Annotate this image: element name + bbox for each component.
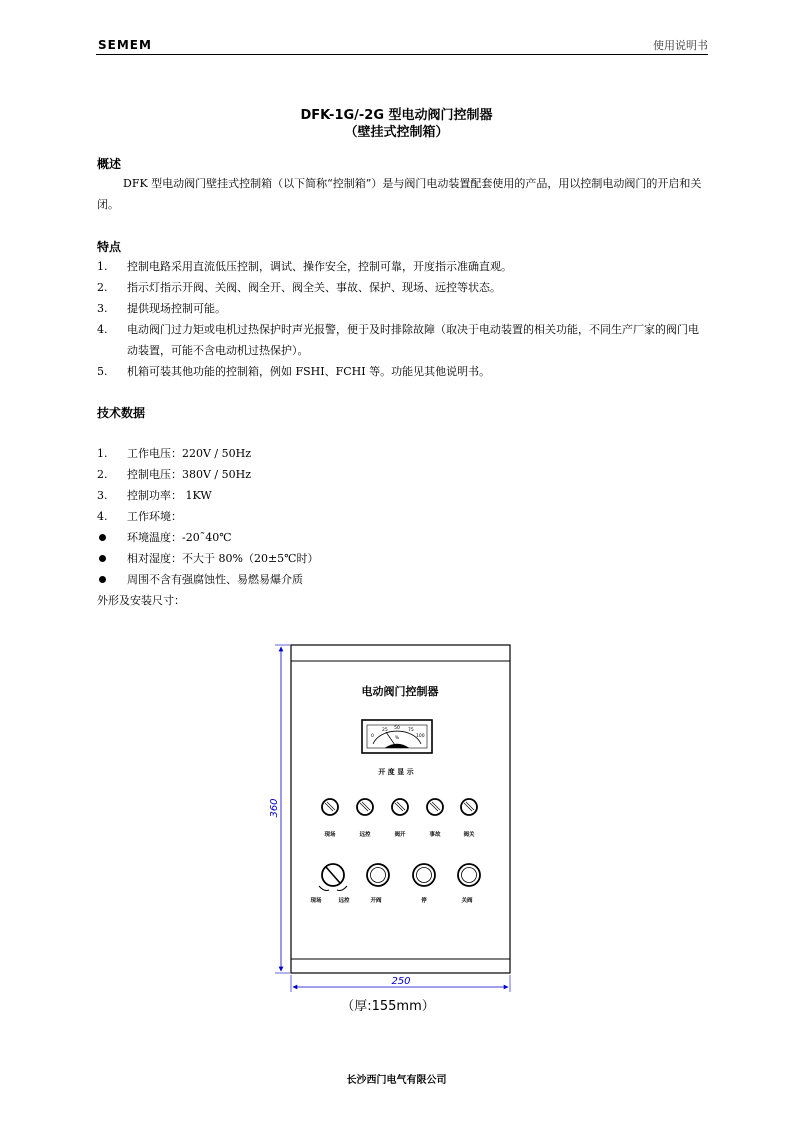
selector-label-remote: 远控: [338, 898, 350, 904]
feature-item: [97, 256, 709, 277]
spec-num: 1.: [97, 447, 108, 460]
feature-num: 5.: [97, 365, 108, 378]
spec-item: [97, 464, 709, 485]
bullet-dot-icon: [99, 576, 106, 583]
spec-bullet-text: 环境温度：-20˜40℃: [127, 531, 232, 544]
spec-bullet: [97, 548, 709, 569]
feature-num: 1.: [97, 260, 108, 273]
control-box-drawing: [258, 640, 528, 1020]
opening-meter: [362, 720, 432, 753]
spec-text: 工作电压：220V / 50Hz: [127, 447, 252, 460]
indicator-lamp: [427, 799, 443, 815]
spec-item: [97, 443, 709, 464]
selector-switch: [319, 864, 347, 891]
bullet-dot-icon: [99, 534, 106, 541]
feature-num: 2.: [97, 281, 108, 294]
doc-type-label: 使用说明书: [653, 39, 708, 52]
push-button: [413, 864, 435, 886]
thickness-label: （厚:155mm）: [341, 999, 435, 1014]
push-button: [458, 864, 480, 886]
meter-scale-label: 0: [371, 734, 374, 739]
document-title: DFK-1G/-2G 型电动阀门控制器: [300, 108, 493, 123]
button-label: 开阀: [370, 898, 382, 904]
spec-text: 控制功率： 1KW: [127, 489, 212, 502]
feature-num: 3.: [97, 302, 108, 315]
feature-item: [97, 277, 709, 298]
feature-item: [97, 319, 709, 361]
lamp-label: 现场: [324, 832, 336, 838]
height-dimension-label: 360: [269, 798, 280, 818]
feature-text: 指示灯指示开阀、关阀、阀全开、阀全关、事故、保护、现场、远控等状态。: [127, 281, 501, 294]
button-label: 关阀: [461, 898, 473, 904]
feature-text: 电动阀门过力矩或电机过热保护时声光报警，便于及时排除故障（取决于电动装置的相关功能，不同生产厂家的阀门电动装置，可能不含电动机过热保护）。: [127, 323, 699, 357]
header-rule: [96, 54, 708, 55]
spec-num: 2.: [97, 468, 108, 481]
document-subtitle: （壁挂式控制箱）: [344, 125, 449, 140]
spec-text: 控制电压：380V / 50Hz: [127, 468, 252, 481]
selector-label-local: 现场: [310, 898, 322, 904]
spec-num: 4.: [97, 510, 108, 523]
meter-unit: %: [394, 736, 400, 741]
feature-text: 提供现场控制可能。: [127, 302, 226, 315]
overview-paragraph: [97, 173, 709, 215]
feature-item: [97, 361, 709, 382]
meter-scale-label: 50: [394, 726, 400, 731]
spec-item: [97, 485, 709, 506]
dimension-caption: 外形及安装尺寸：: [97, 594, 185, 607]
spec-num: 3.: [97, 489, 108, 502]
push-button: [367, 864, 389, 886]
width-dimension-label: 250: [391, 976, 411, 987]
company-footer: 长沙西门电气有限公司: [346, 1075, 447, 1086]
brand-logo-text: SEMEM: [98, 38, 152, 52]
indicator-lamp: [357, 799, 373, 815]
spec-bullet: [97, 569, 709, 590]
lamp-label: 事故: [429, 832, 441, 838]
spec-bullet: [97, 527, 709, 548]
spec-text: 工作环境：: [127, 510, 182, 523]
lamp-label: 远控: [359, 832, 371, 838]
indicator-lamp: [392, 799, 408, 815]
meter-scale-label: 75: [408, 728, 414, 733]
indicator-lamp: [322, 799, 338, 815]
feature-item: [97, 298, 709, 319]
lamp-label: 阀开: [394, 832, 406, 838]
feature-text: 控制电路采用直流低压控制，调试、操作安全，控制可靠，开度指示准确直观。: [127, 260, 512, 273]
spec-item: [97, 506, 709, 527]
spec-bullet-text: 周围不含有强腐蚀性、易燃易爆介质: [127, 573, 303, 586]
panel-title: 电动阀门控制器: [361, 685, 439, 698]
meter-scale-label: 100: [416, 734, 425, 739]
button-label: 停: [421, 898, 427, 904]
lamp-label: 阀关: [463, 832, 475, 838]
bullet-dot-icon: [99, 555, 106, 562]
overview-text: DFK 型电动阀门壁挂式控制箱（以下简称“控制箱”）是与阀门电动装置配套使用的产品，用以控制电动阀门的开启和关闭。: [97, 177, 702, 211]
feature-num: 4.: [97, 323, 108, 336]
feature-text: 机箱可装其他功能的控制箱，例如 FSHI、FCHI 等。功能见其他说明书。: [127, 365, 491, 378]
meter-scale-label: 25: [382, 728, 388, 733]
meter-caption: 开 度 显 示: [378, 768, 414, 776]
features-heading: 特点: [97, 240, 122, 254]
spec-bullet-text: 相对湿度：不大于 80%（20±5℃时）: [127, 552, 319, 565]
indicator-lamp: [461, 799, 477, 815]
overview-heading: 概述: [97, 157, 122, 171]
specs-heading: 技术数据: [97, 406, 146, 420]
